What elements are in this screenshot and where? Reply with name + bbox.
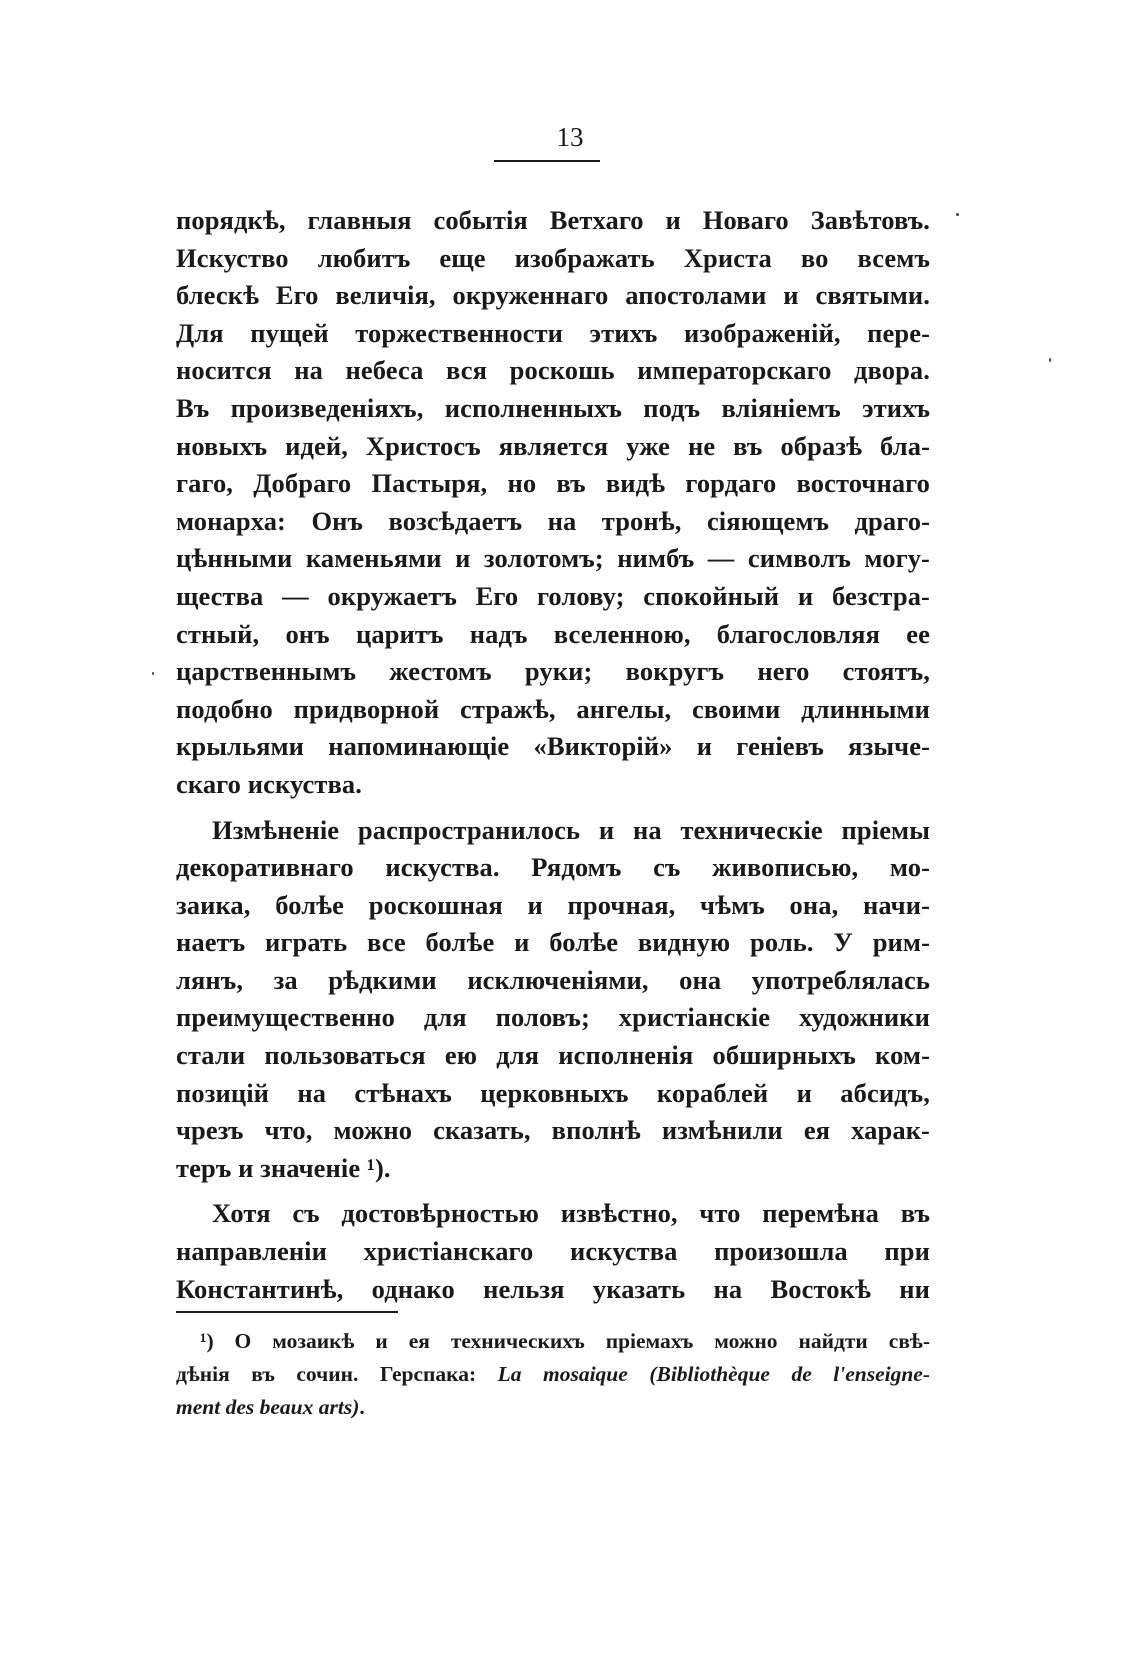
text-line: монарха: Онъ возсѣдаетъ на тронѣ, сіяющемъ драго-	[176, 505, 930, 536]
text-line: крыльями напоминающіе «Викторій» и геніевъ языче-	[176, 731, 930, 762]
text-line: Для пущей торжественности этихъ изображеній, пере-	[176, 317, 930, 348]
text-line: блескѣ Его величія, окруженнаго апостолами и святыми.	[176, 280, 930, 311]
scan-speck	[152, 672, 154, 675]
text-line: декоративнаго искуства. Рядомъ съ живописью, мо-	[176, 852, 930, 883]
scan-speck	[1049, 358, 1051, 362]
text-line: скаго искуства.	[176, 768, 362, 799]
text-line: стный, онъ царитъ надъ вселенною, благословляя ее	[176, 618, 930, 649]
footnote-title-italic: La mosaique (Bibliothèque de l'enseigne-	[497, 1362, 930, 1386]
text-line: гаго, Добраго Пастыря, но въ видѣ гордаго восточнаго	[176, 468, 930, 499]
text-line: позицій на стѣнахъ церковныхъ кораблей и абсидъ,	[176, 1077, 930, 1108]
text-line: порядкѣ, главныя событія Ветхаго и Новаго Завѣтовъ.	[176, 205, 930, 235]
page-number: 13	[556, 122, 584, 152]
footnote-text: дѣнія въ сочин. Герспака:	[176, 1362, 498, 1386]
text-line: подобно придворной стражѣ, ангелы, своими длинными	[176, 693, 930, 724]
text-line: направленіи христіанскаго искуства произошла при	[176, 1236, 930, 1267]
footnote-text: .	[359, 1395, 365, 1419]
text-line: чрезъ что, можно сказать, вполнѣ измѣнили ея харак-	[176, 1115, 930, 1146]
text-line: Искуство любитъ еще изображать Христа во всемъ	[176, 242, 930, 273]
text-line: Въ произведеніяхъ, исполненныхъ подъ вліяніемъ этихъ	[176, 392, 930, 423]
text-line: Измѣненіе распространилось и на техническіе пріемы	[212, 814, 930, 845]
footnote-title-italic: ment des beaux arts)	[176, 1395, 360, 1419]
page-number-rule	[494, 160, 600, 162]
text-line: носится на небеса вся роскошь императорскаго двора.	[176, 355, 930, 386]
footnote	[176, 1325, 930, 1424]
text-line: стали пользоваться ею для исполненія обширныхъ ком-	[176, 1040, 930, 1071]
text-line: Константинѣ, однако нельзя указать на Востокѣ ни	[176, 1273, 930, 1304]
body-text	[176, 202, 930, 1308]
text-line: заика, болѣе роскошная и прочная, чѣмъ она, начи-	[176, 889, 930, 920]
footnote-line	[176, 1358, 930, 1391]
text-line: наетъ играть все болѣе и болѣе видную роль. У рим-	[176, 927, 930, 958]
text-line: новыхъ идей, Христосъ является уже не въ образѣ бла-	[176, 430, 930, 461]
text-line: Хотя съ достовѣрностью извѣстно, что перемѣна въ	[212, 1198, 930, 1229]
text-line: лянъ, за рѣдкими исключеніями, она употреблялась	[176, 964, 930, 995]
text-line: щества — окружаетъ Его голову; спокойный и безстра-	[176, 580, 930, 611]
text-line: преимущественно для половъ; христіанскіе художники	[176, 1002, 930, 1033]
text-line: теръ и значеніе ¹).	[176, 1152, 391, 1183]
footnote-line	[176, 1391, 930, 1424]
text-line: царственнымъ жестомъ руки; вокругъ него стоятъ,	[176, 656, 930, 687]
scan-speck	[956, 213, 959, 216]
footnote-rule	[176, 1311, 398, 1313]
footnote-line: ¹) О мозаикѣ и ея техническихъ пріемахъ можно найдти свѣ-	[200, 1329, 930, 1353]
text-line: цѣнными каменьями и золотомъ; нимбъ — символъ могу-	[176, 543, 930, 574]
